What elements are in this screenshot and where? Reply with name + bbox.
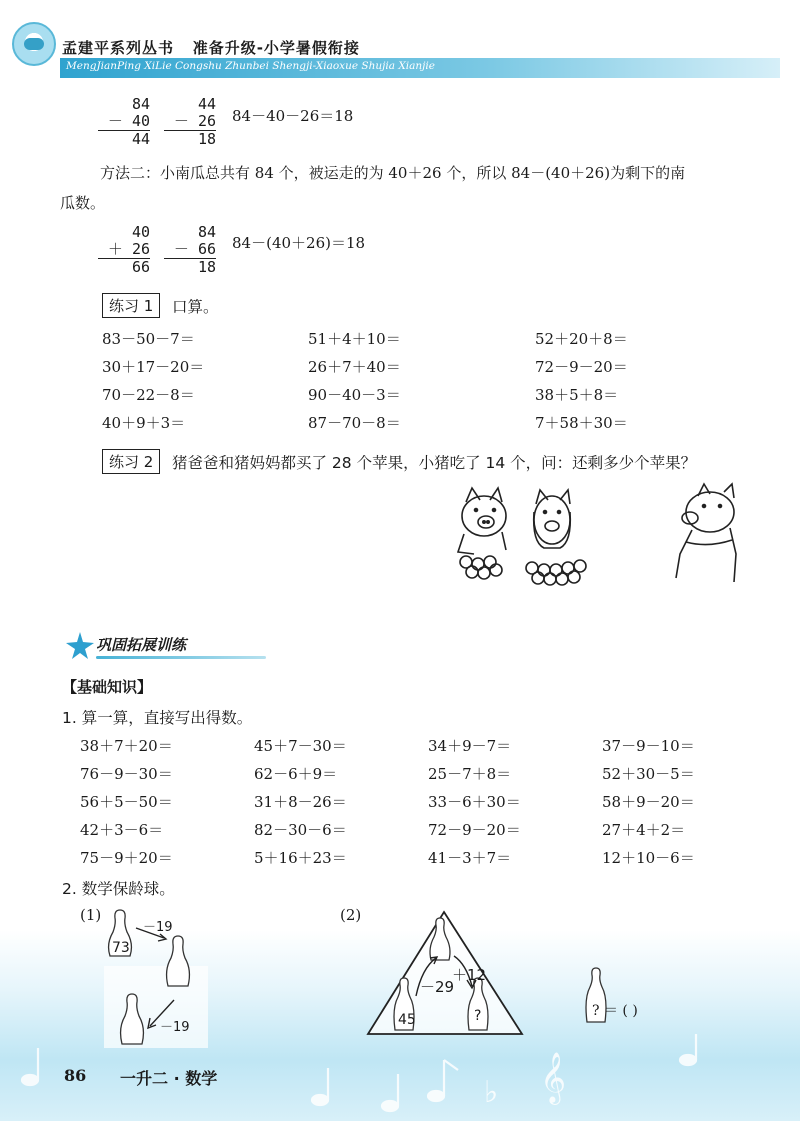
star-swirl-icon [62, 630, 98, 660]
calc-second: － 40 [107, 112, 150, 130]
practice1-item[interactable]: 87－70－8＝ [308, 414, 401, 432]
method-one-equation: 84－40－26＝18 [232, 107, 354, 125]
q1-item[interactable]: 75－9＋20＝ [80, 849, 173, 867]
banner-underline [96, 656, 266, 659]
calc-top: 40 [131, 223, 150, 241]
q1-item[interactable]: 62－6＋9＝ [254, 765, 338, 783]
practice2-question: 猪爸爸和猪妈妈都买了 28 个苹果，小猪吃了 14 个，问：还剩多少个苹果？ [172, 454, 697, 472]
q1-item[interactable]: 82－30－6＝ [254, 821, 347, 839]
practice1-item[interactable]: 70－22－8＝ [102, 386, 195, 404]
calc-top: 44 [197, 95, 216, 113]
calc-second: － 26 [173, 112, 216, 130]
q1-item[interactable]: 34＋9－7＝ [428, 737, 512, 755]
q1-item[interactable]: 5＋16＋23＝ [254, 849, 347, 867]
header-pinyin: MengJianPing XiLie Congshu Zhunbei Shengji-Xiaoxue Shujia Xianjie [66, 60, 436, 72]
bowling-2-answer[interactable]: ? ＝ ( ) [592, 1003, 638, 1019]
bowling-1-start: 73 [112, 940, 130, 956]
publisher-logo [12, 22, 56, 66]
bowling-2-step2: ＋12 [452, 966, 487, 984]
bowling-1-step1: －19 [143, 920, 173, 935]
bowling-1-step2: －19 [160, 1020, 190, 1035]
q1-item[interactable]: 58＋9－20＝ [602, 793, 695, 811]
calc-result: 66 [98, 258, 150, 276]
bowling-1-label: (1) [80, 906, 102, 924]
q1-item[interactable]: 42＋3－6＝ [80, 821, 164, 839]
section-banner-title: 巩固拓展训练 [96, 636, 187, 654]
header-title [62, 37, 360, 58]
q1-item[interactable]: 33－6＋30＝ [428, 793, 521, 811]
method-two-line1: 方法二：小南瓜总共有 84 个，被运走的为 40＋26 个，所以 84－(40＋26)为剩下的南 [100, 164, 686, 182]
header-book-title: 准备升级-小学暑假衔接 [192, 39, 360, 57]
bowling-2-start: 45 [398, 1012, 416, 1028]
practice1-instruction: 口算。 [172, 298, 219, 316]
bowling-2-step1: －29 [420, 978, 455, 996]
q1-item[interactable]: 45＋7－30＝ [254, 737, 347, 755]
bowling-pin-icon [167, 936, 190, 986]
calc-result: 18 [164, 130, 216, 148]
q1-item[interactable]: 52＋30－5＝ [602, 765, 695, 783]
basics-heading: 【基础知识】 [62, 678, 153, 696]
practice1-item[interactable]: 83－50－7＝ [102, 330, 195, 348]
question-2: 2. 数学保龄球。 [62, 880, 175, 898]
pig-family-illustration [440, 482, 770, 587]
pig-mom-icon [526, 490, 586, 585]
q1-item[interactable]: 37－9－10＝ [602, 737, 695, 755]
q1-item[interactable]: 25－7＋8＝ [428, 765, 512, 783]
question-1: 1. 算一算，直接写出得数。 [62, 709, 253, 727]
q1-item[interactable]: 38＋7＋20＝ [80, 737, 173, 755]
calc-second: ＋ 26 [107, 240, 150, 258]
vertical-calc-2 [164, 96, 216, 148]
q1-item[interactable]: 56＋5－50＝ [80, 793, 173, 811]
logo-emblem [24, 38, 44, 50]
practice1-item[interactable]: 52＋20＋8＝ [535, 330, 628, 348]
bowling-2-diagram [364, 908, 526, 1036]
practice1-item[interactable]: 90－40－3＝ [308, 386, 401, 404]
practice1-item[interactable]: 72－9－20＝ [535, 358, 628, 376]
calc-top: 84 [197, 223, 216, 241]
method-two-text [60, 158, 760, 218]
svg-text:♭: ♭ [484, 1075, 499, 1110]
section-banner [62, 630, 262, 660]
practice1-tag: 练习 1 [102, 293, 160, 318]
q1-item[interactable]: 72－9－20＝ [428, 821, 521, 839]
svg-text:𝄞: 𝄞 [540, 1052, 567, 1103]
header-series: 孟建平系列丛书 [62, 39, 175, 57]
method-two-line2: 瓜数。 [60, 194, 106, 212]
q1-item[interactable]: 41－3＋7＝ [428, 849, 512, 867]
vertical-calc-4 [164, 224, 216, 276]
piglet-icon [676, 484, 736, 582]
calc-top: 84 [131, 95, 150, 113]
q1-item[interactable]: 76－9－30＝ [80, 765, 173, 783]
q1-item[interactable]: 12＋10－6＝ [602, 849, 695, 867]
practice2-tag: 练习 2 [102, 449, 160, 474]
q1-item[interactable]: 31＋8－26＝ [254, 793, 347, 811]
bowling-2-label: (2) [340, 906, 362, 924]
vertical-calc-3 [98, 224, 150, 276]
practice1-item[interactable]: 40＋9＋3＝ [102, 414, 186, 432]
practice1-item[interactable]: 7＋58＋30＝ [535, 414, 628, 432]
q1-item[interactable]: 27＋4＋2＝ [602, 821, 686, 839]
calc-result: 18 [164, 258, 216, 276]
footer-book-label: 一升二 · 数学 [120, 1069, 218, 1088]
practice1-item[interactable]: 26＋7＋40＝ [308, 358, 401, 376]
calc-result: 44 [98, 130, 150, 148]
practice1-item[interactable]: 51＋4＋10＝ [308, 330, 401, 348]
practice1-item[interactable]: 38＋5＋8＝ [535, 386, 619, 404]
header-pinyin-bar [60, 58, 780, 78]
page-number: 86 [64, 1066, 87, 1085]
calc-second: － 66 [173, 240, 216, 258]
bowling-2-unknown: ? [474, 1008, 482, 1024]
practice1-item[interactable]: 30＋17－20＝ [102, 358, 205, 376]
vertical-calc-1 [98, 96, 150, 148]
pig-dad-icon [458, 488, 506, 579]
method-two-equation: 84－(40＋26)＝18 [232, 234, 366, 252]
